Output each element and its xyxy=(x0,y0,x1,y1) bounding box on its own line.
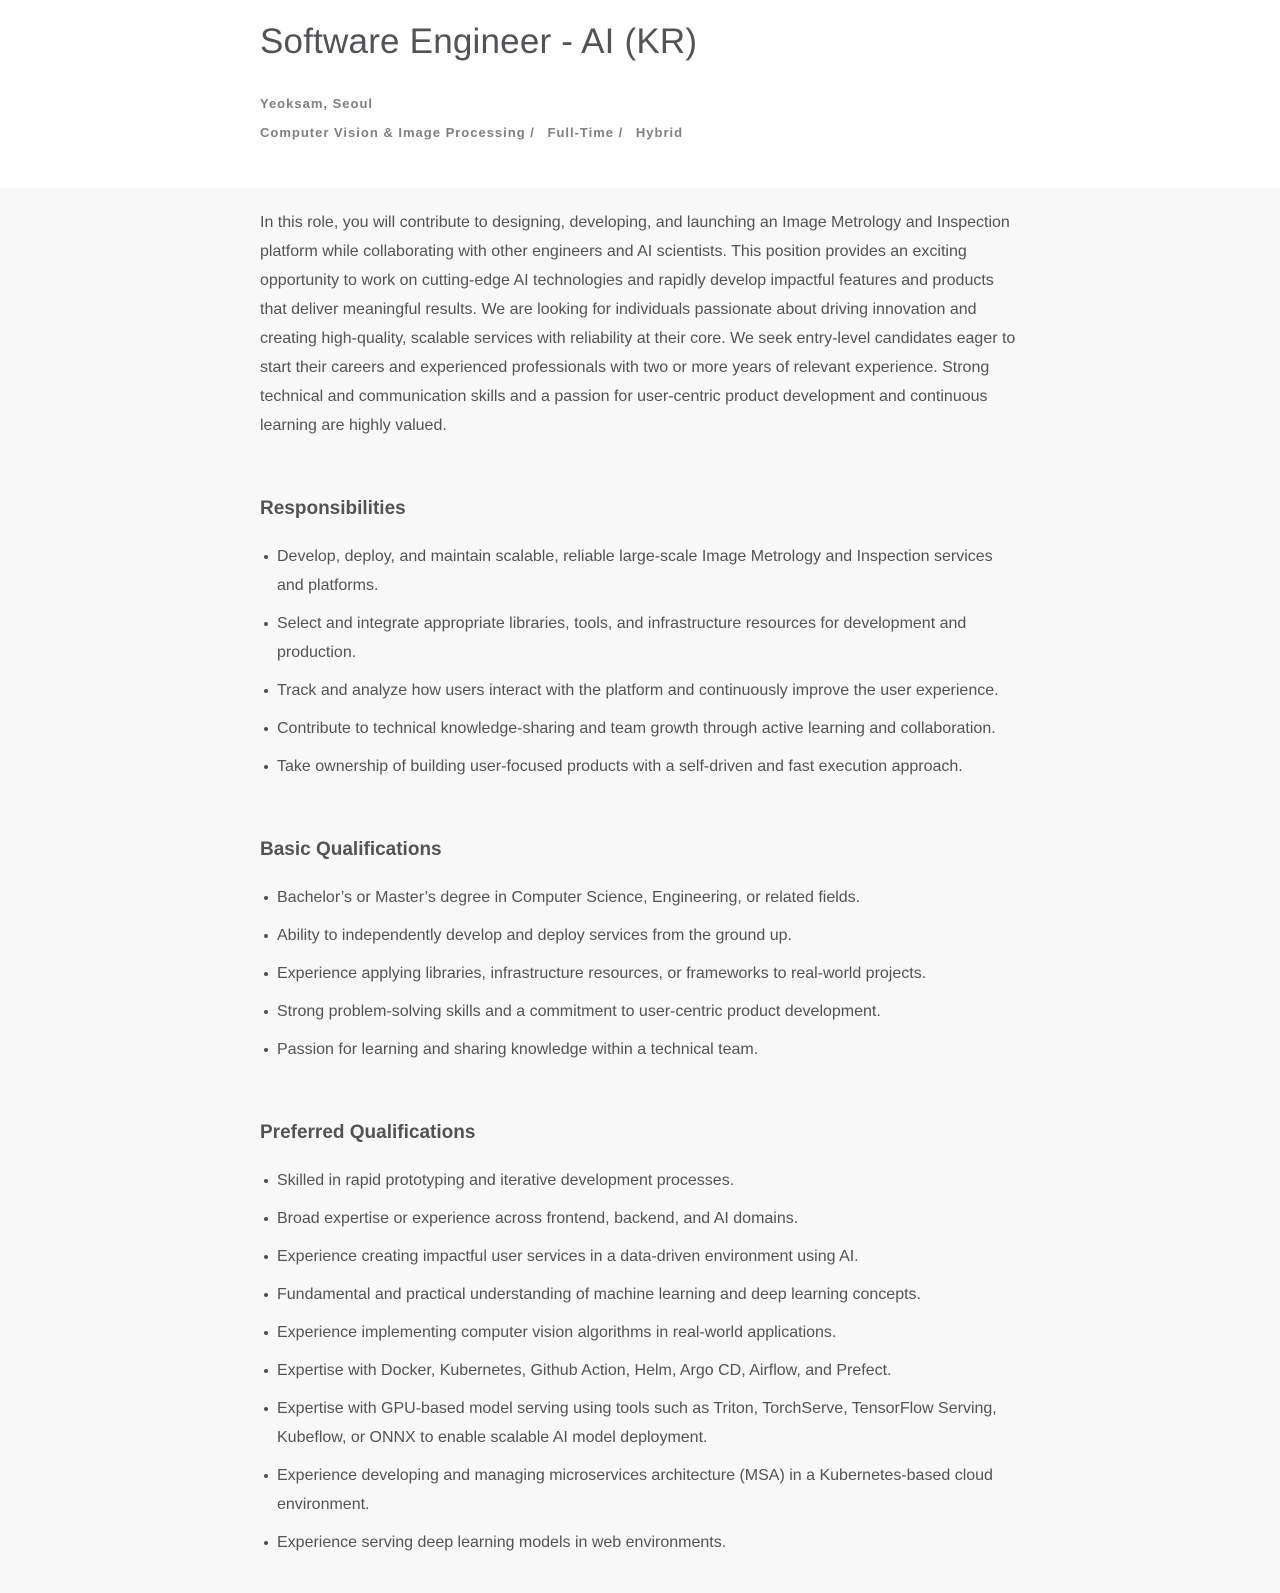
job-categories xyxy=(260,125,691,140)
list-item: Passion for learning and sharing knowledge within a technical team. xyxy=(260,1035,1020,1064)
job-location: Yeoksam, Seoul xyxy=(260,96,373,111)
list-item: Strong problem-solving skills and a commitment to user-centric product development. xyxy=(260,997,1020,1026)
list-item: Ability to independently develop and deploy services from the ground up. xyxy=(260,921,1020,950)
section-title: Responsibilities xyxy=(260,498,406,519)
posting-content xyxy=(260,188,1020,1557)
list-item: Develop, deploy, and maintain scalable, reliable large-scale Image Metrology and Inspection services and platforms. xyxy=(260,542,1020,600)
section-title: Preferred Qualifications xyxy=(260,1122,476,1143)
posting-header xyxy=(0,0,1280,188)
section-basic-qualifications xyxy=(260,837,1020,1064)
list-item: Contribute to technical knowledge-sharing and team growth through active learning and collaboration. xyxy=(260,714,1020,743)
list-item: Skilled in rapid prototyping and iterative development processes. xyxy=(260,1166,1020,1195)
job-commitment: Full-Time / xyxy=(547,125,624,140)
list-item: Fundamental and practical understanding of machine learning and deep learning concepts. xyxy=(260,1280,1020,1309)
job-description: In this role, you will contribute to designing, developing, and launching an Image Metrology and Inspection platform while collaborating with other engineers and AI scientists. This position provides an exciting opportunity to work on cutting-edge AI technologies and rapidly develop impactful features and products that deliver meaningful results. We are looking for individuals passionate about driving innovation and creating high-quality, scalable services with reliability at their core. We seek entry-level candidates eager to start their careers and experienced professionals with two or more years of relevant experience. Strong technical and communication skills and a passion for user-centric product development and continuous learning are highly valued. xyxy=(260,214,1016,434)
list-item: Experience serving deep learning models in web environments. xyxy=(260,1528,1020,1557)
section-title: Basic Qualifications xyxy=(260,839,442,860)
list-item: Track and analyze how users interact with the platform and continuously improve the user experience. xyxy=(260,676,1020,705)
list-item: Experience applying libraries, infrastructure resources, or frameworks to real-world projects. xyxy=(260,959,1020,988)
job-team: Computer Vision & Image Processing / xyxy=(260,125,535,140)
list-item: Experience developing and managing microservices architecture (MSA) in a Kubernetes-based cloud environment. xyxy=(260,1461,1020,1519)
basic-qualifications-list xyxy=(260,883,1020,1064)
list-item: Select and integrate appropriate libraries, tools, and infrastructure resources for development and production. xyxy=(260,609,1020,667)
preferred-qualifications-list xyxy=(260,1166,1020,1557)
section-responsibilities xyxy=(260,496,1020,781)
list-item: Take ownership of building user-focused products with a self-driven and fast execution approach. xyxy=(260,752,1020,781)
list-item: Expertise with GPU-based model serving using tools such as Triton, TorchServe, TensorFlow Serving, Kubeflow, or ONNX to enable scalable AI model deployment. xyxy=(260,1394,1020,1452)
list-item: Experience implementing computer vision algorithms in real-world applications. xyxy=(260,1318,1020,1347)
list-item: Bachelor’s or Master’s degree in Computer Science, Engineering, or related fields. xyxy=(260,883,1020,912)
list-item: Experience creating impactful user services in a data-driven environment using AI. xyxy=(260,1242,1020,1271)
job-workplace-type: Hybrid xyxy=(635,125,684,140)
list-item: Expertise with Docker, Kubernetes, Github Action, Helm, Argo CD, Airflow, and Prefect. xyxy=(260,1356,1020,1385)
section-preferred-qualifications xyxy=(260,1120,1020,1557)
list-item: Broad expertise or experience across frontend, backend, and AI domains. xyxy=(260,1204,1020,1233)
job-title: Software Engineer - AI (KR) xyxy=(260,22,698,61)
responsibilities-list xyxy=(260,542,1020,781)
